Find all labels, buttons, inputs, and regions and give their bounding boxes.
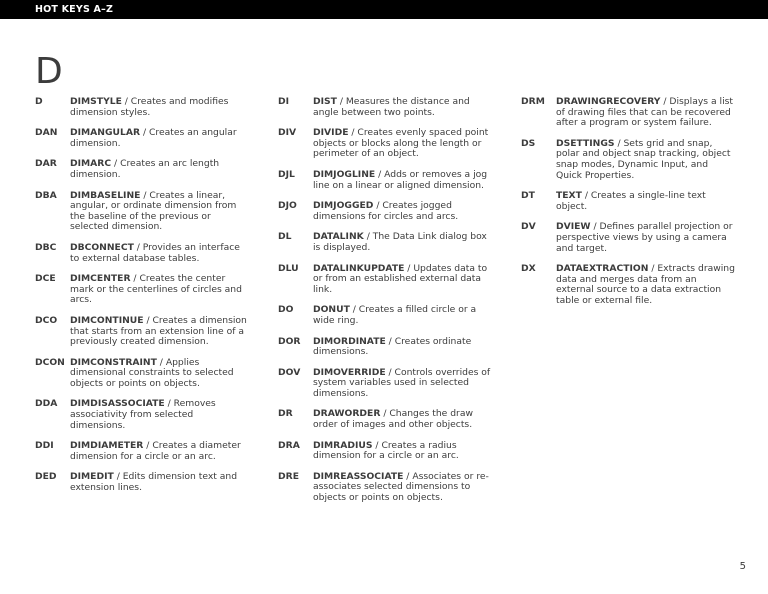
hotkey-shortcut: DRA — [278, 439, 300, 451]
hotkey-description: Measures the distance and angle between two points. — [313, 96, 470, 118]
hotkey-description: Creates an arc length dimension. — [70, 158, 220, 180]
hotkey-column-3 — [521, 97, 736, 317]
hotkey-description: Creates jogged dimensions for circles and arcs. — [313, 200, 459, 222]
hotkey-command: DONUT — [313, 304, 350, 316]
hotkey-shortcut: DCE — [35, 273, 56, 285]
hotkey-text: DIMOVERRIDE / Controls overrides of system variables used in selected dimensions. — [313, 366, 491, 399]
hotkey-text: DIMORDINATE / Creates ordinate dimensions. — [313, 335, 472, 358]
hotkey-text: DIVIDE / Creates evenly spaced point objects or blocks along the length or perimeter of an object. — [313, 127, 489, 160]
hotkey-text: DIST / Measures the distance and angle between two points. — [313, 96, 470, 118]
hotkey-description: Creates a diameter dimension for a circle or an arc. — [70, 440, 241, 462]
hotkey-command: DIMOVERRIDE — [313, 366, 386, 378]
hotkey-entry — [278, 409, 493, 430]
hotkey-description: Associates or re-associates selected dimensions to objects or points on objects. — [313, 470, 489, 504]
hotkey-entry — [278, 472, 493, 504]
hotkey-entry — [278, 128, 493, 160]
hotkey-text: DIMSTYLE / Creates and modifies dimension styles. — [70, 96, 229, 118]
hotkey-command: DIMCONTINUE — [70, 314, 144, 326]
hotkey-description: Extracts drawing data and merges data from an external source to a data extraction table or external file. — [556, 263, 735, 306]
hotkey-entry — [35, 358, 250, 390]
hotkey-text: DIMCONTINUE / Creates a dimension that starts from an extension line of a previously created dimension. — [70, 314, 247, 348]
header-title: HOT KEYS A–Z — [35, 4, 114, 15]
hotkey-entry — [278, 97, 493, 118]
hotkey-description: The Data Link dialog box is displayed. — [313, 231, 487, 253]
hotkey-entry — [521, 191, 736, 212]
hotkey-command: DIMSTYLE — [70, 96, 122, 107]
hotkey-shortcut: DAR — [35, 158, 57, 170]
hotkey-command: DATALINKUPDATE — [313, 262, 405, 274]
hotkey-command: DIMORDINATE — [313, 335, 386, 347]
hotkey-description: Creates an angular dimension. — [70, 127, 237, 149]
hotkey-description: Creates a dimension that starts from an extension line of a previously created dimension. — [70, 314, 247, 348]
hotkey-entry — [35, 243, 250, 264]
hotkey-command: DIMEDIT — [70, 471, 114, 483]
header-bar — [0, 0, 768, 19]
hotkey-entry — [521, 139, 736, 181]
hotkey-shortcut: DOR — [278, 335, 301, 347]
hotkey-entry — [278, 441, 493, 462]
hotkey-command: DIMARC — [70, 158, 112, 170]
hotkey-column-1 — [35, 97, 250, 504]
hotkey-shortcut: DJO — [278, 200, 297, 212]
hotkey-description: Creates a radius dimension for a circle or an arc. — [313, 439, 459, 462]
hotkey-shortcut: DJL — [278, 168, 295, 180]
hotkey-command: DIMDIAMETER — [70, 440, 144, 452]
hotkey-text: DRAWINGRECOVERY / Displays a list of drawing files that can be recovered after a program or system failure. — [556, 96, 734, 129]
hotkey-text: DIMEDIT / Edits dimension text and extension lines. — [70, 471, 238, 494]
hotkey-command: DIMREASSOCIATE — [313, 470, 404, 482]
hotkey-shortcut: DV — [521, 221, 536, 233]
hotkey-command: DIMJOGLINE — [313, 168, 376, 180]
hotkey-command: DBCONNECT — [70, 241, 134, 253]
hotkey-shortcut: D — [35, 96, 43, 107]
hotkey-shortcut: DDI — [35, 440, 54, 452]
hotkey-command: DIMCENTER — [70, 273, 131, 285]
hotkey-text: DIMCONSTRAINT / Applies dimensional constraints to selected objects or points on objects. — [70, 356, 234, 389]
hotkey-command: DRAWORDER — [313, 408, 381, 420]
hotkey-entry — [35, 128, 250, 149]
hotkey-text: DATALINKUPDATE / Updates data to or from an established external data link. — [313, 262, 488, 295]
hotkey-text: DIMREASSOCIATE / Associates or re-associates selected dimensions to objects or points on objects. — [313, 470, 489, 504]
hotkey-shortcut: DCON — [35, 356, 65, 368]
hotkey-entry — [278, 368, 493, 400]
hotkey-shortcut: DDA — [35, 398, 58, 410]
hotkey-shortcut: DOV — [278, 366, 301, 378]
hotkey-entry — [278, 232, 493, 253]
hotkey-entry — [278, 305, 493, 326]
hotkey-command: DIMCONSTRAINT — [70, 356, 157, 368]
hotkey-entry — [35, 274, 250, 306]
hotkey-text: DIMBASELINE / Creates a linear, angular, or ordinate dimension from the baseline of the previous or selected dimension. — [70, 189, 237, 233]
hotkey-description: Removes associativity from selected dimensions. — [70, 398, 216, 431]
hotkey-shortcut: DX — [521, 263, 536, 275]
hotkey-text: DIMDIAMETER / Creates a diameter dimension for a circle or an arc. — [70, 440, 241, 462]
hotkey-command: DRAWINGRECOVERY — [556, 96, 661, 107]
hotkey-entry — [278, 170, 493, 191]
hotkey-description: Creates a filled circle or a wide ring. — [313, 304, 477, 326]
hotkey-text: DIMJOGGED / Creates jogged dimensions for circles and arcs. — [313, 200, 459, 222]
hotkey-shortcut: DRM — [521, 96, 545, 107]
hotkey-command: DSETTINGS — [556, 137, 615, 149]
hotkey-entry — [35, 399, 250, 431]
hotkey-entry — [278, 201, 493, 222]
hotkey-shortcut: DCO — [35, 314, 58, 326]
hotkey-description: Creates and modifies dimension styles. — [70, 96, 229, 118]
hotkey-entry — [35, 472, 250, 493]
hotkey-text: DRAWORDER / Changes the draw order of images and other objects. — [313, 408, 473, 431]
hotkey-description: Creates evenly spaced point objects or blocks along the length or perimeter of an object. — [313, 127, 489, 160]
hotkey-text: DBCONNECT / Provides an interface to external database tables. — [70, 241, 240, 264]
hotkey-entry — [35, 97, 250, 118]
hotkey-shortcut: DS — [521, 137, 536, 149]
hotkey-text: DONUT / Creates a filled circle or a wide ring. — [313, 304, 477, 326]
hotkey-text: DIMJOGLINE / Adds or removes a jog line on a linear or aligned dimension. — [313, 168, 488, 191]
hotkey-shortcut: DR — [278, 408, 293, 420]
hotkey-description: Creates a single-line text object. — [556, 190, 706, 212]
hotkey-shortcut: DIV — [278, 127, 297, 139]
hotkey-command: DIST — [313, 96, 337, 107]
hotkey-shortcut: DBA — [35, 189, 57, 201]
hotkey-text: DIMDISASSOCIATE / Removes associativity from selected dimensions. — [70, 398, 216, 431]
section-letter: D — [35, 51, 63, 92]
hotkey-text: DIMARC / Creates an arc length dimension. — [70, 158, 220, 180]
hotkey-shortcut: DL — [278, 231, 292, 243]
hotkey-entry — [521, 264, 736, 306]
hotkey-text: TEXT / Creates a single-line text object. — [556, 190, 706, 212]
hotkey-text: DVIEW / Defines parallel projection or perspective views by using a camera and target. — [556, 221, 733, 254]
hotkey-entry — [278, 264, 493, 296]
hotkey-description: Displays a list of drawing files that can be recovered after a program or system failure. — [556, 96, 734, 129]
hotkey-shortcut: DBC — [35, 241, 57, 253]
hotkey-text: DIMANGULAR / Creates an angular dimension. — [70, 127, 237, 149]
hotkey-shortcut: DRE — [278, 470, 299, 482]
hotkey-column-2 — [278, 97, 493, 514]
hotkey-entry — [35, 441, 250, 462]
hotkey-entry — [278, 337, 493, 358]
hotkey-text: DATAEXTRACTION / Extracts drawing data and merges data from an external source to a data extraction table or external file. — [556, 263, 735, 306]
page-number: 5 — [739, 561, 746, 572]
hotkey-shortcut: DI — [278, 96, 290, 107]
hotkey-entry — [35, 159, 250, 180]
hotkey-text: DSETTINGS / Sets grid and snap, polar and object snap tracking, object snap modes, Dynamic Input, and Quick Properties. — [556, 137, 731, 181]
hotkey-command: DIMRADIUS — [313, 439, 373, 451]
hotkey-command: DVIEW — [556, 221, 591, 233]
hotkey-text: DATALINK / The Data Link dialog box is displayed. — [313, 231, 487, 253]
hotkey-command: DIMDISASSOCIATE — [70, 398, 165, 410]
hotkey-description: Defines parallel projection or perspective views by using a camera and target. — [556, 221, 733, 254]
hotkey-text: DIMRADIUS / Creates a radius dimension for a circle or an arc. — [313, 439, 459, 462]
hotkey-shortcut: DO — [278, 304, 294, 316]
hotkey-shortcut: DT — [521, 190, 535, 202]
hotkey-command: DATALINK — [313, 231, 364, 243]
hotkey-entry — [521, 97, 736, 129]
hotkey-command: TEXT — [556, 190, 582, 202]
hotkey-text: DIMCENTER / Creates the center mark or the centerlines of circles and arcs. — [70, 273, 242, 306]
hotkey-command: DATAEXTRACTION — [556, 263, 649, 275]
hotkey-command: DIMJOGGED — [313, 200, 374, 212]
hotkey-entry — [35, 316, 250, 348]
hotkey-description: Sets grid and snap, polar and object snap tracking, object snap modes, Dynamic Input, and Quick Properties. — [556, 137, 731, 181]
hotkey-entry — [35, 191, 250, 233]
hotkey-command: DIMBASELINE — [70, 189, 141, 201]
hotkey-shortcut: DLU — [278, 262, 299, 274]
hotkey-description: Edits dimension text and extension lines. — [70, 471, 238, 494]
hotkey-description: Creates the center mark or the centerlines of circles and arcs. — [70, 273, 242, 306]
hotkey-command: DIMANGULAR — [70, 127, 141, 139]
hotkey-description: Creates ordinate dimensions. — [313, 335, 472, 358]
hotkey-command: DIVIDE — [313, 127, 349, 139]
hotkey-description: Adds or removes a jog line on a linear or aligned dimension. — [313, 168, 488, 191]
hotkey-description: Creates a linear, angular, or ordinate dimension from the baseline of the previous or selected dimension. — [70, 189, 237, 233]
hotkey-entry — [521, 222, 736, 254]
hotkey-description: Updates data to or from an established external data link. — [313, 262, 488, 295]
hotkey-description: Changes the draw order of images and other objects. — [313, 408, 473, 431]
hotkey-description: Controls overrides of system variables used in selected dimensions. — [313, 366, 491, 399]
hotkey-description: Applies dimensional constraints to selected objects or points on objects. — [70, 356, 234, 389]
hotkey-description: Provides an interface to external database tables. — [70, 241, 240, 264]
hotkey-shortcut: DED — [35, 471, 57, 483]
hotkey-shortcut: DAN — [35, 127, 58, 139]
